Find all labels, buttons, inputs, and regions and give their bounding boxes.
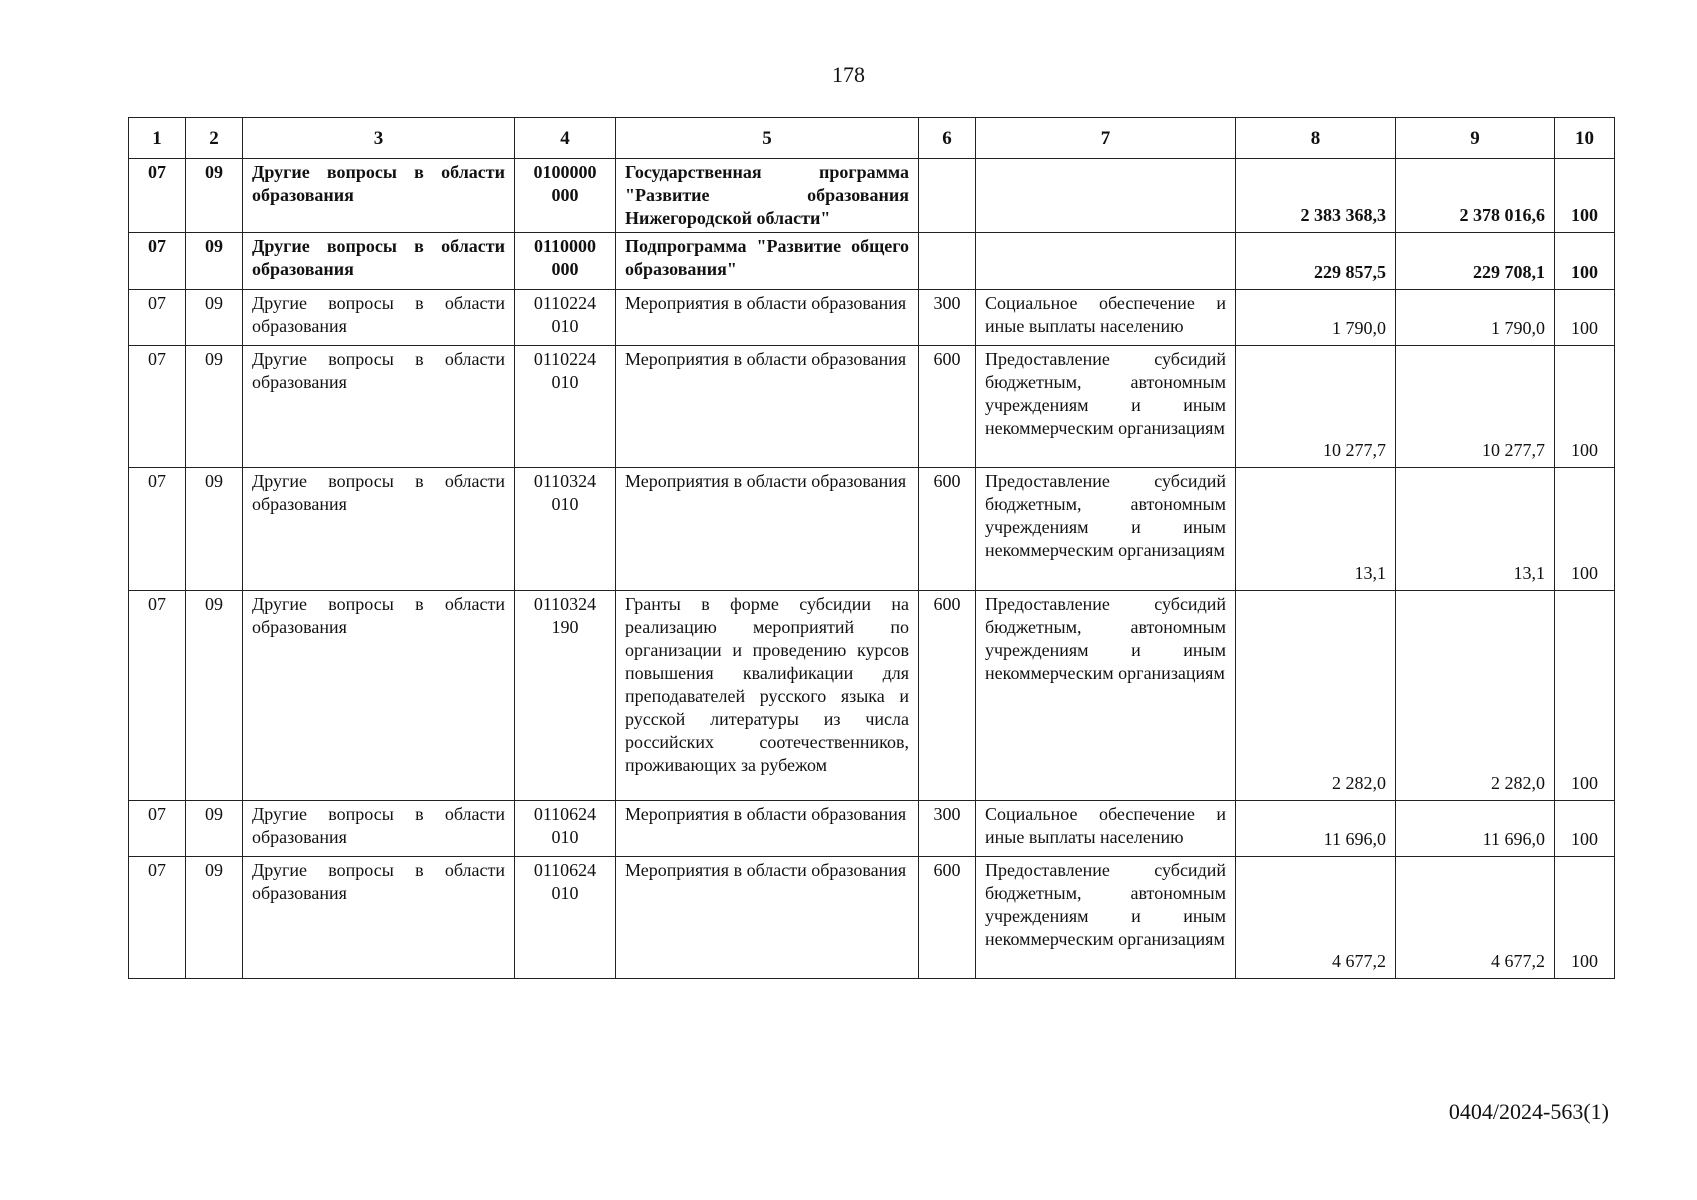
subsection-code: 09 — [186, 468, 243, 591]
page-number: 178 — [832, 62, 865, 87]
expense-type-name: Социальное обеспечение и иные выплаты населению — [976, 801, 1236, 857]
amount-executed: 13,1 — [1396, 468, 1555, 591]
article-name: Мероприятия в области образования — [616, 290, 919, 346]
column-header: 8 — [1236, 118, 1396, 159]
column-header: 2 — [186, 118, 243, 159]
table-row — [129, 857, 1615, 979]
amount-executed: 11 696,0 — [1396, 801, 1555, 857]
target-article-code: 0110324 010 — [515, 468, 616, 591]
table-row — [129, 233, 1615, 290]
expense-type-code: 600 — [919, 591, 976, 801]
subsection-code: 09 — [186, 801, 243, 857]
execution-percent: 100 — [1555, 468, 1615, 591]
amount-approved: 229 857,5 — [1236, 233, 1396, 290]
section-name: Другие вопросы в области образования — [243, 591, 515, 801]
section-code: 07 — [129, 591, 186, 801]
amount-approved: 11 696,0 — [1236, 801, 1396, 857]
expense-type-code: 300 — [919, 290, 976, 346]
article-name: Государственная программа "Развитие образования Нижегородской области" — [616, 159, 919, 233]
amount-executed: 2 378 016,6 — [1396, 159, 1555, 233]
expense-type-name — [976, 159, 1236, 233]
amount-executed: 229 708,1 — [1396, 233, 1555, 290]
subsection-code: 09 — [186, 233, 243, 290]
section-name: Другие вопросы в области образования — [243, 801, 515, 857]
expense-type-code: 300 — [919, 801, 976, 857]
expense-type-code: 600 — [919, 468, 976, 591]
amount-executed: 2 282,0 — [1396, 591, 1555, 801]
target-article-code: 0110624 010 — [515, 801, 616, 857]
expense-type-name: Предоставление субсидий бюджетным, автономным учреждениям и иным некоммерческим организациям — [976, 857, 1236, 979]
subsection-code: 09 — [186, 857, 243, 979]
amount-approved: 10 277,7 — [1236, 346, 1396, 468]
section-name: Другие вопросы в области образования — [243, 159, 515, 233]
section-code: 07 — [129, 857, 186, 979]
table-row — [129, 290, 1615, 346]
column-header: 9 — [1396, 118, 1555, 159]
execution-percent: 100 — [1555, 591, 1615, 801]
expense-type-name: Предоставление субсидий бюджетным, автономным учреждениям и иным некоммерческим организациям — [976, 468, 1236, 591]
subsection-code: 09 — [186, 591, 243, 801]
subsection-code: 09 — [186, 159, 243, 233]
amount-executed: 4 677,2 — [1396, 857, 1555, 979]
amount-approved: 13,1 — [1236, 468, 1396, 591]
execution-percent: 100 — [1555, 159, 1615, 233]
expense-type-code: 600 — [919, 857, 976, 979]
table-row — [129, 591, 1615, 801]
article-name: Мероприятия в области образования — [616, 801, 919, 857]
column-header: 4 — [515, 118, 616, 159]
article-name: Мероприятия в области образования — [616, 857, 919, 979]
article-name: Гранты в форме субсидии на реализацию мероприятий по организации и проведению курсов повышения квалификации для преподавателей русского языка и русской литературы из числа российских соотечественников, проживающих за рубежом — [616, 591, 919, 801]
target-article-code: 0110000 000 — [515, 233, 616, 290]
column-header: 3 — [243, 118, 515, 159]
section-name: Другие вопросы в области образования — [243, 468, 515, 591]
document-id: 0404/2024-563(1) — [1448, 1099, 1609, 1124]
section-code: 07 — [129, 290, 186, 346]
section-name: Другие вопросы в области образования — [243, 857, 515, 979]
subsection-code: 09 — [186, 346, 243, 468]
column-header: 10 — [1555, 118, 1615, 159]
expense-type-code: 600 — [919, 346, 976, 468]
table-body — [129, 159, 1615, 979]
section-name: Другие вопросы в области образования — [243, 346, 515, 468]
section-name: Другие вопросы в области образования — [243, 290, 515, 346]
amount-approved: 2 383 368,3 — [1236, 159, 1396, 233]
subsection-code: 09 — [186, 290, 243, 346]
table-row — [129, 468, 1615, 591]
target-article-code: 0110224 010 — [515, 290, 616, 346]
column-header: 1 — [129, 118, 186, 159]
expense-type-name: Предоставление субсидий бюджетным, автономным учреждениям и иным некоммерческим организациям — [976, 591, 1236, 801]
budget-table — [128, 117, 1615, 979]
section-code: 07 — [129, 346, 186, 468]
execution-percent: 100 — [1555, 290, 1615, 346]
execution-percent: 100 — [1555, 233, 1615, 290]
execution-percent: 100 — [1555, 857, 1615, 979]
expense-type-name: Социальное обеспечение и иные выплаты населению — [976, 290, 1236, 346]
target-article-code: 0110624 010 — [515, 857, 616, 979]
expense-type-name — [976, 233, 1236, 290]
table-row — [129, 346, 1615, 468]
section-code: 07 — [129, 233, 186, 290]
expense-type-name: Предоставление субсидий бюджетным, автономным учреждениям и иным некоммерческим организациям — [976, 346, 1236, 468]
amount-executed: 1 790,0 — [1396, 290, 1555, 346]
article-name: Мероприятия в области образования — [616, 346, 919, 468]
table-row — [129, 801, 1615, 857]
table-row — [129, 159, 1615, 233]
target-article-code: 0110224 010 — [515, 346, 616, 468]
execution-percent: 100 — [1555, 346, 1615, 468]
column-header: 7 — [976, 118, 1236, 159]
article-name: Мероприятия в области образования — [616, 468, 919, 591]
amount-executed: 10 277,7 — [1396, 346, 1555, 468]
amount-approved: 1 790,0 — [1236, 290, 1396, 346]
table-header-row — [129, 118, 1615, 159]
execution-percent: 100 — [1555, 801, 1615, 857]
expense-type-code — [919, 233, 976, 290]
column-header: 5 — [616, 118, 919, 159]
expense-type-code — [919, 159, 976, 233]
amount-approved: 4 677,2 — [1236, 857, 1396, 979]
target-article-code: 0100000 000 — [515, 159, 616, 233]
section-code: 07 — [129, 468, 186, 591]
target-article-code: 0110324 190 — [515, 591, 616, 801]
section-name: Другие вопросы в области образования — [243, 233, 515, 290]
amount-approved: 2 282,0 — [1236, 591, 1396, 801]
column-header: 6 — [919, 118, 976, 159]
section-code: 07 — [129, 801, 186, 857]
article-name: Подпрограмма "Развитие общего образования" — [616, 233, 919, 290]
section-code: 07 — [129, 159, 186, 233]
